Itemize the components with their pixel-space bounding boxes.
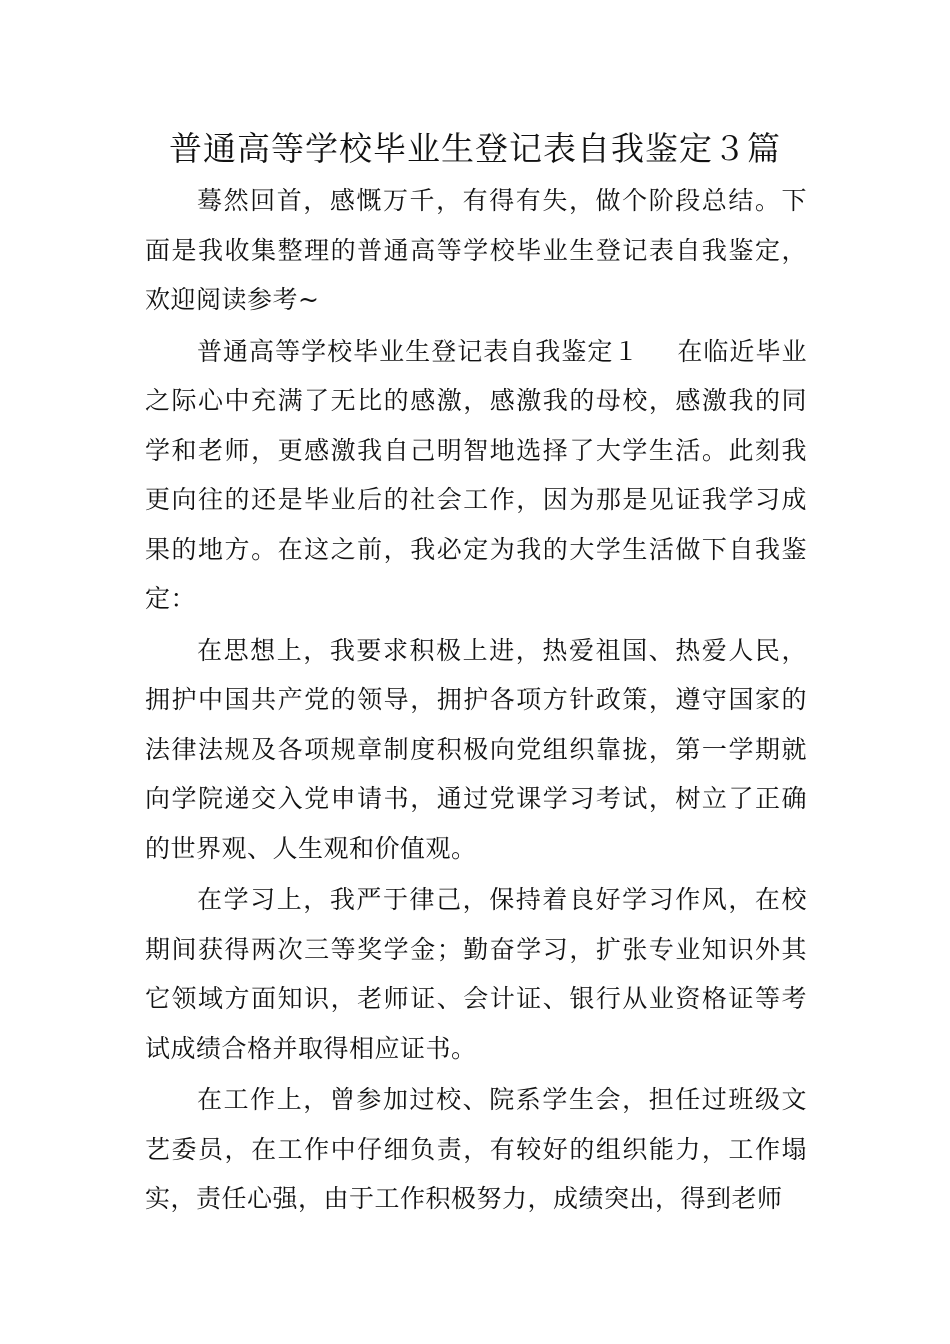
section-title: 普通高等学校毕业生登记表自我鉴定１ (197, 336, 640, 366)
paragraph-study: 在学习上，我严于律己，保持着良好学习作风，在校期间获得两次三等奖学金；勤奋学习，扩张专业知识外其它领域方面知识，老师证、会计证、银行从业资格证等考试成绩合格并取得相应证书。 (145, 885, 807, 1063)
section-paragraph (145, 327, 807, 624)
document-body (145, 176, 807, 1224)
paragraph-work: 在工作上，曾参加过校、院系学生会，担任过班级文艺委员，在工作中仔细负责，有较好的组织能力，工作塌实，责任心强，由于工作积极努力，成绩突出，得到老师 (145, 1085, 807, 1213)
paragraph-ideology: 在思想上，我要求积极上进，热爱祖国、热爱人民，拥护中国共产党的领导，拥护各项方针政策，遵守国家的法律法规及各项规章制度积极向党组织靠拢，第一学期就向学院递交入党申请书，通过党课学习考试，树立了正确的世界观、人生观和价值观。 (145, 635, 807, 863)
section-opening: 在临近毕业之际心中充满了无比的感激，感激我的母校，感激我的同学和老师，更感激我自己明智地选择了大学生活。此刻我更向往的还是毕业后的社会工作，因为那是见证我学习成果的地方。在这之前，我必定为我的大学生活做下自我鉴定： (145, 336, 807, 613)
document-title: 普通高等学校毕业生登记表自我鉴定３篇 (169, 129, 781, 168)
intro-paragraph: 蓦然回首，感慨万千，有得有失，做个阶段总结。下面是我收集整理的普通高等学校毕业生登记表自我鉴定，欢迎阅读参考~ (145, 186, 807, 314)
